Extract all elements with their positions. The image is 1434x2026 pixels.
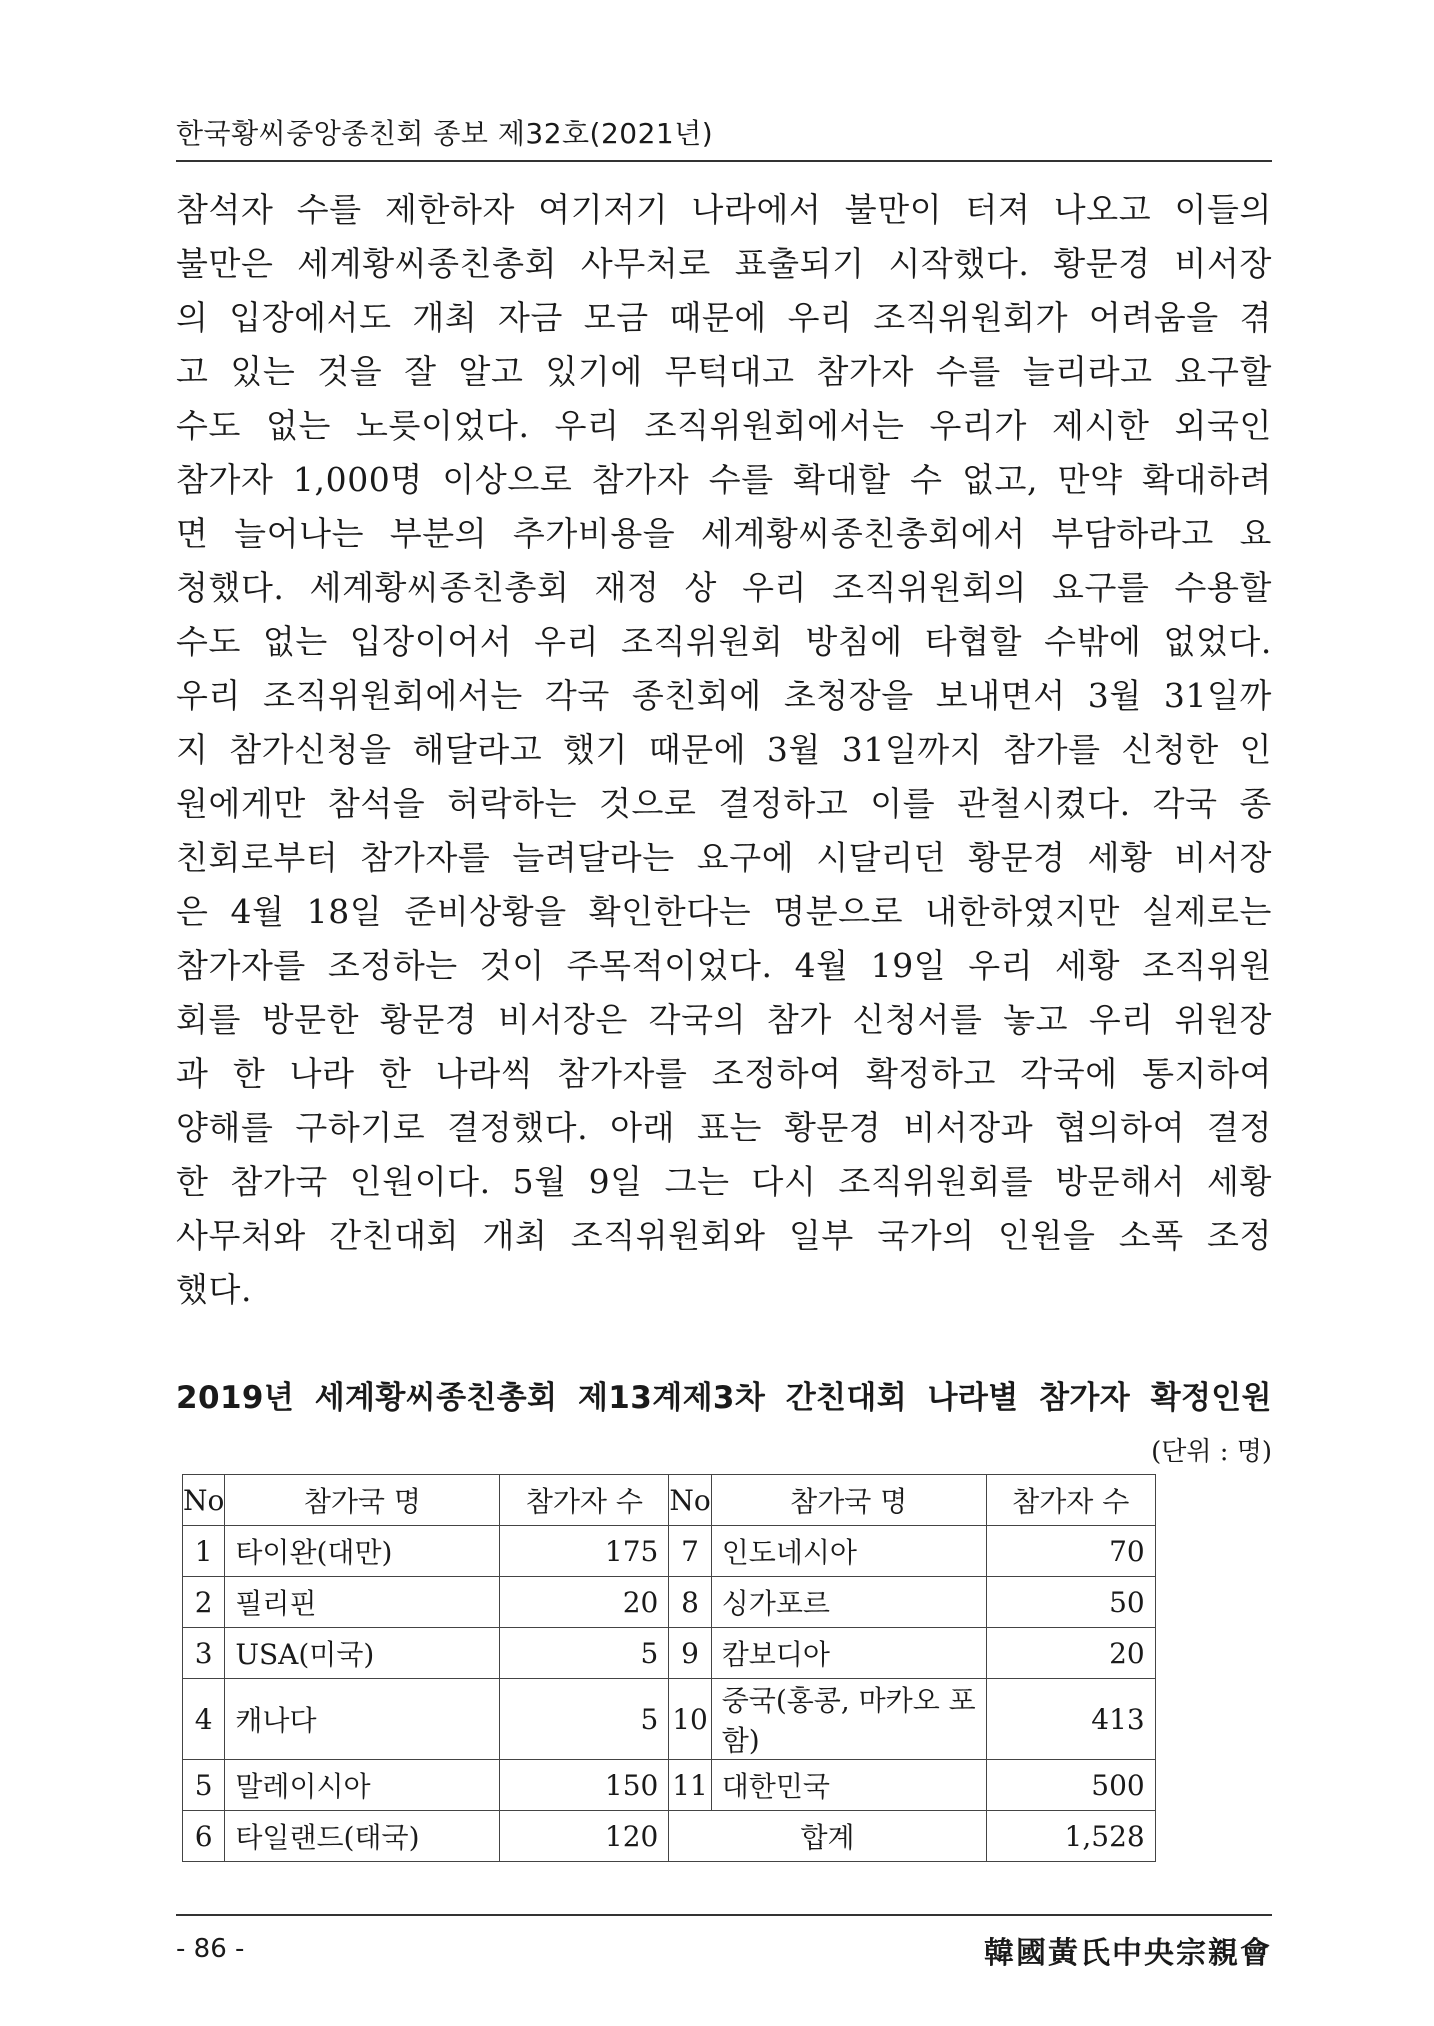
text-line: 했다. xyxy=(176,1270,253,1309)
cell-count: 500 xyxy=(986,1760,1155,1811)
body-paragraph xyxy=(176,183,1272,1317)
text-line: 과 한 나라 한 나라씩 참가자를 조정하여 확정하고 각국에 통지하여 xyxy=(176,1054,1272,1093)
cell-no: 11 xyxy=(669,1760,711,1811)
text-line: 참가자를 조정하는 것이 주목적이었다. 4월 19일 우리 세황 조직위원 xyxy=(176,946,1272,985)
text-line: 참석자 수를 제한하자 여기저기 나라에서 불만이 터져 나오고 이들의 xyxy=(176,190,1272,229)
cell-no: 4 xyxy=(183,1679,225,1760)
text-line: 면 늘어나는 부분의 추가비용을 세계황씨종친총회에서 부담하라고 요 xyxy=(176,514,1272,553)
text-line: 원에게만 참석을 허락하는 것으로 결정하고 이를 관철시켰다. 각국 종 xyxy=(176,784,1272,823)
cell-no: 9 xyxy=(669,1628,711,1679)
text-line: 양해를 구하기로 결정했다. 아래 표는 황문경 비서장과 협의하여 결정 xyxy=(176,1108,1272,1147)
text-line: 청했다. 세계황씨종친총회 재정 상 우리 조직위원회의 요구를 수용할 xyxy=(176,568,1272,607)
running-header: 한국황씨중앙종친회 종보 제32호(2021년) xyxy=(176,117,714,150)
table-unit: (단위 : 명) xyxy=(1151,1437,1272,1467)
cell-country: 필리핀 xyxy=(225,1577,500,1628)
cell-country: USA(미국) xyxy=(225,1628,500,1679)
text-line: 참가자 1,000명 이상으로 참가자 수를 확대할 수 없고, 만약 확대하려 xyxy=(176,460,1272,499)
header-count: 참가자 수 xyxy=(986,1475,1155,1526)
text-line: 지 참가신청을 해달라고 했기 때문에 3월 31일까지 참가를 신청한 인 xyxy=(176,730,1272,769)
header-no: No xyxy=(183,1475,225,1526)
text-line: 의 입장에서도 개최 자금 모금 때문에 우리 조직위원회가 어려움을 겪 xyxy=(176,298,1272,337)
table-row xyxy=(183,1811,1156,1862)
footer-rule xyxy=(176,1914,1272,1916)
text-line: 한 참가국 인원이다. 5월 9일 그는 다시 조직위원회를 방문해서 세황 xyxy=(176,1162,1272,1201)
cell-country: 인도네시아 xyxy=(711,1526,986,1577)
header-rule xyxy=(176,160,1272,162)
text-line: 고 있는 것을 잘 알고 있기에 무턱대고 참가자 수를 늘리라고 요구할 xyxy=(176,352,1272,391)
cell-country: 캄보디아 xyxy=(711,1628,986,1679)
cell-no: 3 xyxy=(183,1628,225,1679)
cell-no: 6 xyxy=(183,1811,225,1862)
cell-no: 7 xyxy=(669,1526,711,1577)
table-row xyxy=(183,1526,1156,1577)
cell-count: 175 xyxy=(500,1526,669,1577)
cell-country: 싱가포르 xyxy=(711,1577,986,1628)
cell-count: 50 xyxy=(986,1577,1155,1628)
text-line: 은 4월 18일 준비상황을 확인한다는 명분으로 내한하였지만 실제로는 xyxy=(176,892,1272,931)
table-row xyxy=(183,1577,1156,1628)
cell-country: 대한민국 xyxy=(711,1760,986,1811)
cell-count: 413 xyxy=(986,1679,1155,1760)
cell-country: 중국(홍콩, 마카오 포함) xyxy=(711,1679,986,1760)
cell-country: 타이완(대만) xyxy=(225,1526,500,1577)
header-country: 참가국 명 xyxy=(711,1475,986,1526)
table-row xyxy=(183,1628,1156,1679)
total-value: 1,528 xyxy=(986,1811,1155,1862)
cell-no: 2 xyxy=(183,1577,225,1628)
cell-count: 70 xyxy=(986,1526,1155,1577)
cell-country: 말레이시아 xyxy=(225,1760,500,1811)
page-number: - 86 - xyxy=(176,1934,245,1964)
org-logo: 韓國黃氏中央宗親會 xyxy=(984,1936,1272,1971)
cell-country: 타일랜드(태국) xyxy=(225,1811,500,1862)
table-row xyxy=(183,1760,1156,1811)
cell-count: 20 xyxy=(986,1628,1155,1679)
cell-no: 10 xyxy=(669,1679,711,1760)
text-line: 수도 없는 노릇이었다. 우리 조직위원회에서는 우리가 제시한 외국인 xyxy=(176,406,1272,445)
cell-no: 8 xyxy=(669,1577,711,1628)
cell-no: 1 xyxy=(183,1526,225,1577)
participants-table xyxy=(182,1474,1156,1862)
cell-count: 5 xyxy=(500,1628,669,1679)
text-line: 회를 방문한 황문경 비서장은 각국의 참가 신청서를 놓고 우리 위원장 xyxy=(176,1000,1272,1039)
cell-count: 150 xyxy=(500,1760,669,1811)
table-title: 2019년 세계황씨종친총회 제13계제3차 간친대회 나라별 참가자 확정인원 xyxy=(176,1380,1272,1416)
cell-count: 120 xyxy=(500,1811,669,1862)
text-line: 친회로부터 참가자를 늘려달라는 요구에 시달리던 황문경 세황 비서장 xyxy=(176,838,1272,877)
total-label: 합계 xyxy=(669,1811,986,1862)
text-line: 불만은 세계황씨종친총회 사무처로 표출되기 시작했다. 황문경 비서장 xyxy=(176,244,1272,283)
text-line: 수도 없는 입장이어서 우리 조직위원회 방침에 타협할 수밖에 없었다. xyxy=(176,622,1272,661)
header-no: No xyxy=(669,1475,711,1526)
text-line: 사무처와 간친대회 개최 조직위원회와 일부 국가의 인원을 소폭 조정 xyxy=(176,1216,1272,1255)
cell-count: 20 xyxy=(500,1577,669,1628)
header-country: 참가국 명 xyxy=(225,1475,500,1526)
header-count: 참가자 수 xyxy=(500,1475,669,1526)
table-header-row xyxy=(183,1475,1156,1526)
cell-no: 5 xyxy=(183,1760,225,1811)
cell-count: 5 xyxy=(500,1679,669,1760)
table-row xyxy=(183,1679,1156,1760)
cell-country: 캐나다 xyxy=(225,1679,500,1760)
text-line: 우리 조직위원회에서는 각국 종친회에 초청장을 보내면서 3월 31일까 xyxy=(176,676,1272,715)
